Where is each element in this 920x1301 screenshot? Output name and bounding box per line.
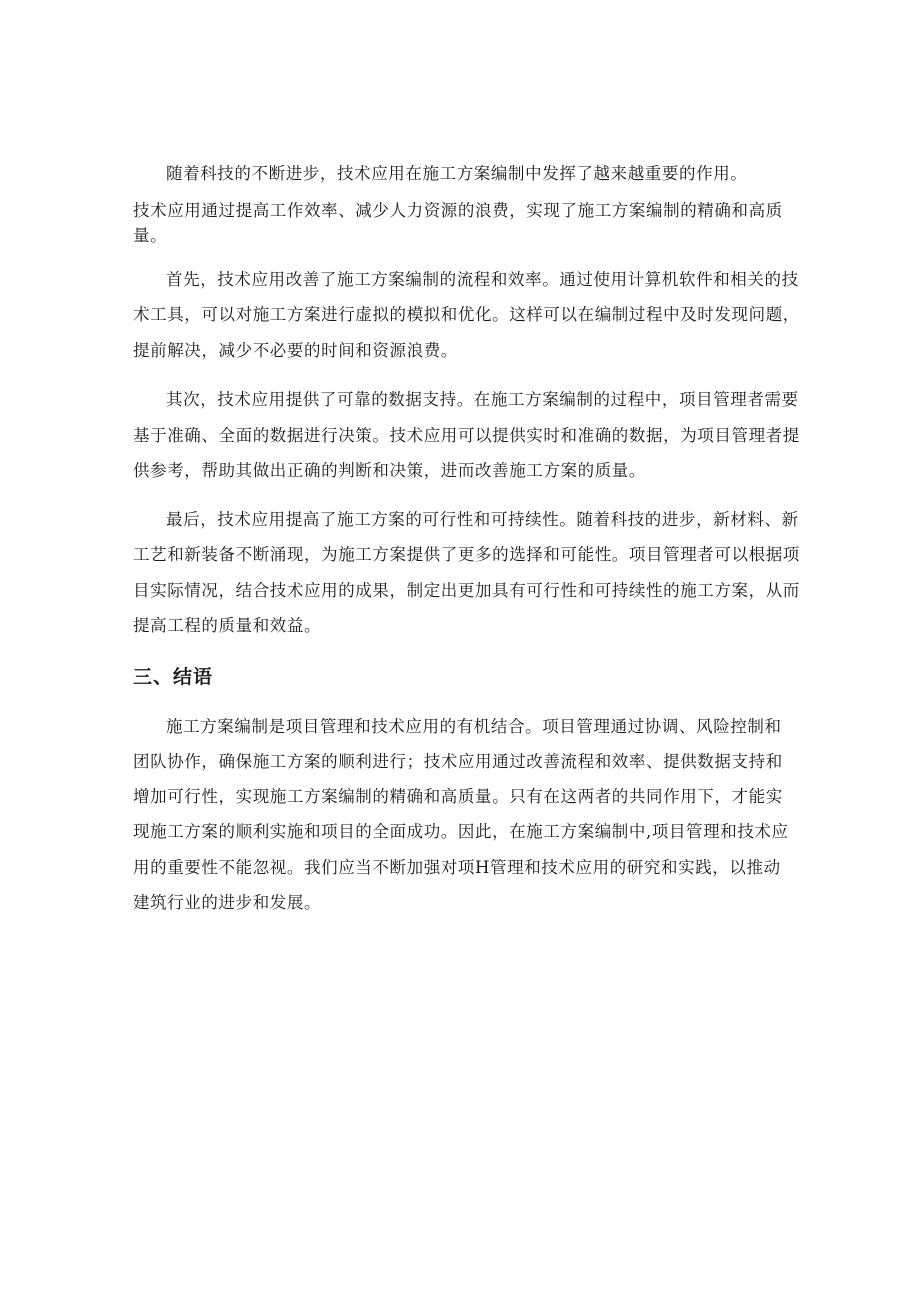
conclusion-line-3: 增加可行性，实现施工方案编制的精确和高质量。只有在这两者的共同作用下，才能实	[133, 787, 783, 806]
paragraph-3-line-2: 基于准确、全面的数据进行决策。技术应用可以提供实时和准确的数据，为项目管理者提	[133, 426, 800, 445]
paragraph-2-line-3: 提前解决，减少不必要的时间和资源浪费。	[133, 341, 458, 360]
section-heading: 三、结语	[133, 666, 214, 688]
paragraph-3-line-1: 其次，技术应用提供了可靠的数据支持。在施工方案编制的过程中，项目管理者需要	[166, 390, 799, 409]
paragraph-1-line-3: 量。	[133, 226, 168, 245]
paragraph-2-line-1: 首先，技术应用改善了施工方案编制的流程和效率。通过使用计算机软件和相关的技	[166, 270, 799, 289]
conclusion-line-1: 施工方案编制是项目管理和技术应用的有机结合。项目管理通过协调、风险控制和	[166, 717, 782, 736]
paragraph-2-line-2: 术工具，可以对施工方案进行虚拟的模拟和优化。这样可以在编制过程中及时发现问题，	[133, 305, 800, 324]
paragraph-3-line-3: 供参考，帮助其做出正确的判断和决策，进而改善施工方案的质量。	[133, 461, 646, 480]
paragraph-1-line-2: 技术应用通过提高工作效率、减少人力资源的浪费，实现了施工方案编制的精确和高质	[133, 201, 783, 220]
paragraph-4-line-3: 目实际情况，结合技术应用的成果，制定出更加具有可行性和可持续性的施工方案，从而	[133, 581, 800, 600]
paragraph-4-line-4: 提高工程的质量和效益。	[133, 616, 322, 635]
paragraph-4-line-1: 最后，技术应用提高了施工方案的可行性和可持续性。随着科技的进步，新材料、新	[166, 510, 799, 529]
conclusion-line-5: 用的重要性不能忽视。我们应当不断加强对项H管理和技术应用的研究和实践，以推动	[133, 858, 781, 877]
paragraph-4-line-2: 工艺和新装备不断涌现，为施工方案提供了更多的选择和可能性。项目管理者可以根据项	[133, 545, 800, 564]
conclusion-line-4: 现施工方案的顺利实施和项目的全面成功。因此，在施工方案编制中,项目管理和技术应	[133, 822, 789, 841]
conclusion-line-2: 团队协作，确保施工方案的顺利进行；技术应用通过改善流程和效率、提供数据支持和	[133, 752, 783, 771]
conclusion-line-6: 建筑行业的进步和发展。	[133, 893, 322, 912]
paragraph-1-line-1: 随着科技的不断进步，技术应用在施工方案编制中发挥了越来越重要的作用。	[166, 164, 748, 183]
